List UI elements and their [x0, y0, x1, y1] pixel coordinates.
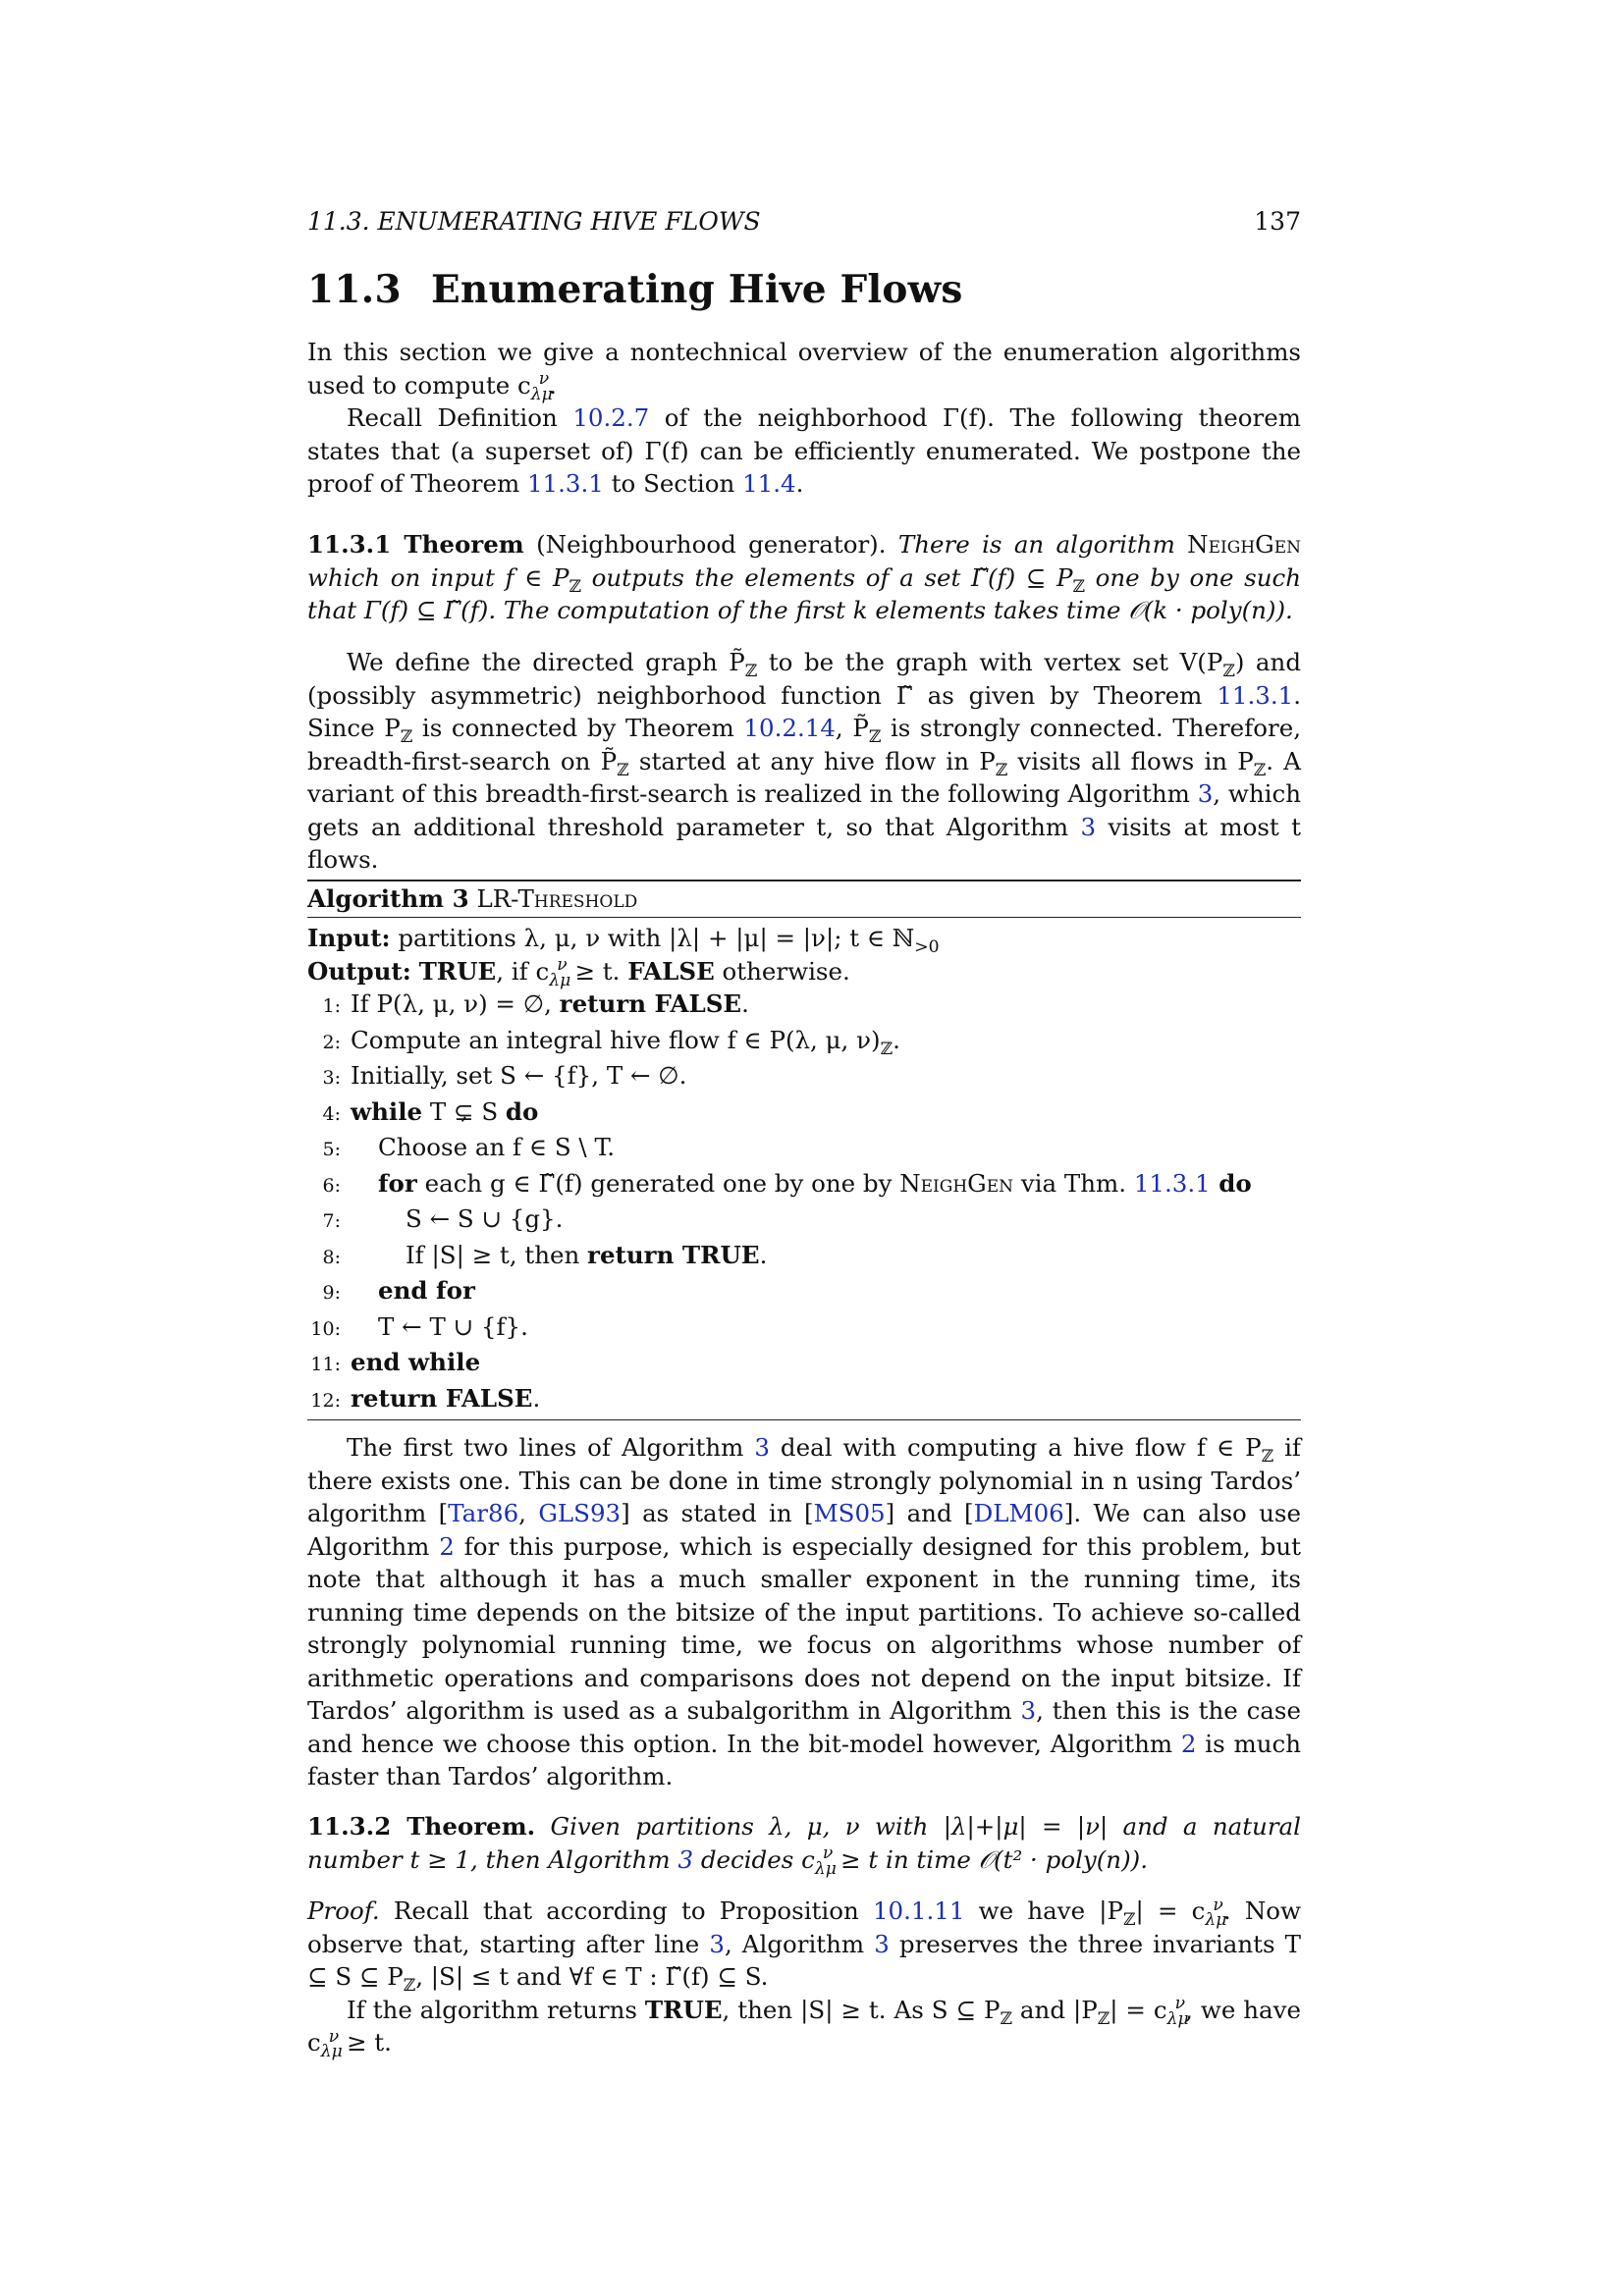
algorithm-line-1: 1: If P(λ, μ, ν) = ∅, return FALSE. [322, 989, 749, 1018]
page-number: 137 [1254, 207, 1301, 236]
algorithm-line-10: 10: T ← T ∪ {f}. [310, 1311, 528, 1341]
ref-algorithm-3-a[interactable]: 3 [1197, 779, 1214, 808]
ref-definition-10-2-7[interactable]: 10.2.7 [572, 403, 650, 432]
theorem-11-3-2: 11.3.2 Theorem. Given partitions λ, μ, ν with |λ|+|μ| = |ν| and a natural number t ≥ 1, then Algorithm 3 decides $c_{\lambda\mu}^\nu \ge t$ in time 𝒪(t² · poly(n)). [307, 1812, 1301, 1879]
ref-algorithm-3-f[interactable]: 3 [874, 1929, 890, 1958]
section-title: Enumerating Hive Flows [431, 267, 963, 312]
algorithm-line-4: 4: while T ⊊ S do [322, 1096, 539, 1126]
ref-algorithm-3-d[interactable]: 3 [1020, 1696, 1037, 1725]
algorithm-line-3: 3: Initially, set S ← {f}, T ← ∅. [322, 1061, 687, 1090]
ref-algorithm-2-b[interactable]: 2 [1180, 1729, 1197, 1758]
algorithm-line-6: 6: for each g ∈ Γ̃(f) generated one by one by NeighGen via Thm. 11.3.1 do [322, 1168, 1252, 1198]
section-number: 11.3 [307, 267, 402, 312]
algorithm-line-2: 2: Compute an integral hive flow f ∈ P(λ, μ, $\nu)_ℤ$. [322, 1025, 900, 1059]
proof: Proof. Recall that according to Proposition 10.1.11 we have $|P_ℤ| = c_{\lambda\mu}^\nu$. Now observe that, starting after line 3, Algorithm 3 preserves the three invariants T ⊆ S ⊆ $P_ℤ$, |S| ≤ t and ∀f ∈ T : Γ̃(f) ⊆ S. If the algorithm returns TRUE, then |S| ≥ t. As S ⊆ $P_ℤ$ and $|P_ℤ| = c_{\lambda\mu}^\nu$, we have $c_{\lambda\mu}^\nu \ge t$. [307, 1895, 1302, 2061]
graph-paragraph: We define the directed graph $P̃_ℤ$ to be the graph with vertex set $V(P_ℤ)$ and (possibly asymmetric) neighborhood function Γ̃ as given by Theorem 11.3.1. Since $P_ℤ$ is connected by Theorem 10.2.14, $P̃_ℤ$ is strongly connected. Therefore, breadth-first-search on $P̃_ℤ$ started at any hive flow in $P_ℤ$ visits all flows in $P_ℤ$. A variant of this breadth-first-search is realized in the following Algorithm 3, which gets an additional threshold parameter t, so that Algorithm 3 visits at most t flows. [307, 648, 1302, 874]
theorem-name: (Neighbourhood generator). [536, 530, 887, 559]
algorithm-line-12: 12: return FALSE. [310, 1383, 541, 1413]
ref-theorem-11-3-1-c[interactable]: 11.3.1 [1133, 1168, 1211, 1198]
algorithm-3 [307, 880, 1301, 1420]
ref-line-3[interactable]: 3 [709, 1929, 725, 1958]
ref-gls93[interactable]: GLS93 [538, 1499, 622, 1527]
ref-theorem-10-2-14[interactable]: 10.2.14 [743, 714, 836, 742]
ref-theorem-11-3-1-b[interactable]: 11.3.1 [1217, 680, 1294, 710]
intro-block [307, 336, 1301, 501]
ref-ms05[interactable]: MS05 [813, 1499, 886, 1527]
running-head [307, 207, 1301, 236]
section-heading [307, 267, 1301, 312]
algorithm-line-7: 7: S ← S ∪ {g}. [322, 1204, 564, 1233]
theorem-11-3-1: 11.3.1 Theorem (Neighbourhood generator). There is an algorithm NeighGen which on input f ∈ $P_ℤ$ outputs the elements of a set Γ̃(f) ⊆ $P_ℤ$ one by one such that Γ(f) ⊆ Γ̃(f). The computation of the first k elements takes time 𝒪(k · poly(n)). [307, 530, 1301, 624]
ref-algorithm-3-e[interactable]: 3 [677, 1844, 694, 1874]
algorithm-bottom-rule [307, 1419, 1301, 1420]
algorithm-name: LR-Threshold [476, 884, 638, 913]
algorithm-line-11: 11: end while [310, 1348, 481, 1376]
neighgen-name: NeighGen [1187, 530, 1301, 559]
running-title: 11.3. ENUMERATING HIVE FLOWS [307, 207, 761, 236]
intro-paragraph-2: Recall Definition 10.2.7 of the neighborhood Γ(f). The following theorem states that (a superset of) Γ(f) can be efficiently enumerated. We postpone the proof of Theorem 11.3.1 to Section 11.4. [307, 403, 1301, 498]
algorithm-body [307, 918, 1301, 1417]
ref-section-11-4[interactable]: 11.4 [742, 469, 796, 498]
theorem-label: 11.3.1 Theorem [307, 530, 524, 559]
ref-proposition-10-1-11[interactable]: 10.1.11 [872, 1896, 965, 1925]
algorithm-input: Input: partitions λ, μ, ν with |λ| + |μ| = |ν|; t ∈ ℕ$_{>0}$ [307, 924, 940, 957]
discussion-paragraph: The first two lines of Algorithm 3 deal with computing a hive flow f ∈ $P_ℤ$ if there exists one. This can be done in time strongly polynomial in n using Tardos’ algorithm [Tar86, GLS93] as stated in [MS05] and [DLM06]. We can also use Algorithm 2 for this purpose, which is especially designed for this problem, but note that although it has a much smaller exponent in the running time, its running time depends on the bitsize of the input partitions. To achieve so-called strongly polynomial running time, we focus on algorithms whose number of arithmetic operations and comparisons does not depend on the input bitsize. If Tardos’ algorithm is used as a subalgorithm in Algorithm 3, then this is the case and hence we choose this option. In the bit-model however, Algorithm 2 is much faster than Tardos’ algorithm. [307, 1433, 1302, 1790]
intro-paragraph-1: In this section we give a nontechnical overview of the enumeration algorithms used to compute $c_{\lambda\mu}^\nu$. [307, 338, 1301, 404]
algorithm-caption: Algorithm 3 LR-Threshold [307, 884, 638, 913]
ref-theorem-11-3-1[interactable]: 11.3.1 [526, 469, 604, 498]
algorithm-line-9: 9: end for [322, 1276, 475, 1305]
algorithm-output: Output: TRUE, if $c_{\lambda\mu}^\nu \ge t$. FALSE otherwise. [307, 955, 850, 990]
ref-algorithm-3-c[interactable]: 3 [754, 1433, 770, 1462]
theorem-2-label: 11.3.2 Theorem. [307, 1812, 536, 1841]
ref-dlm06[interactable]: DLM06 [973, 1499, 1064, 1527]
proof-label: Proof. [307, 1896, 380, 1925]
algorithm-line-8: 8: If |S| ≥ t, then return TRUE. [322, 1240, 768, 1269]
ref-algorithm-3-b[interactable]: 3 [1080, 812, 1097, 841]
algorithm-line-5: 5: Choose an f ∈ S \ T. [322, 1133, 615, 1161]
ref-algorithm-2-a[interactable]: 2 [439, 1531, 455, 1561]
ref-tar86[interactable]: Tar86 [448, 1499, 519, 1527]
